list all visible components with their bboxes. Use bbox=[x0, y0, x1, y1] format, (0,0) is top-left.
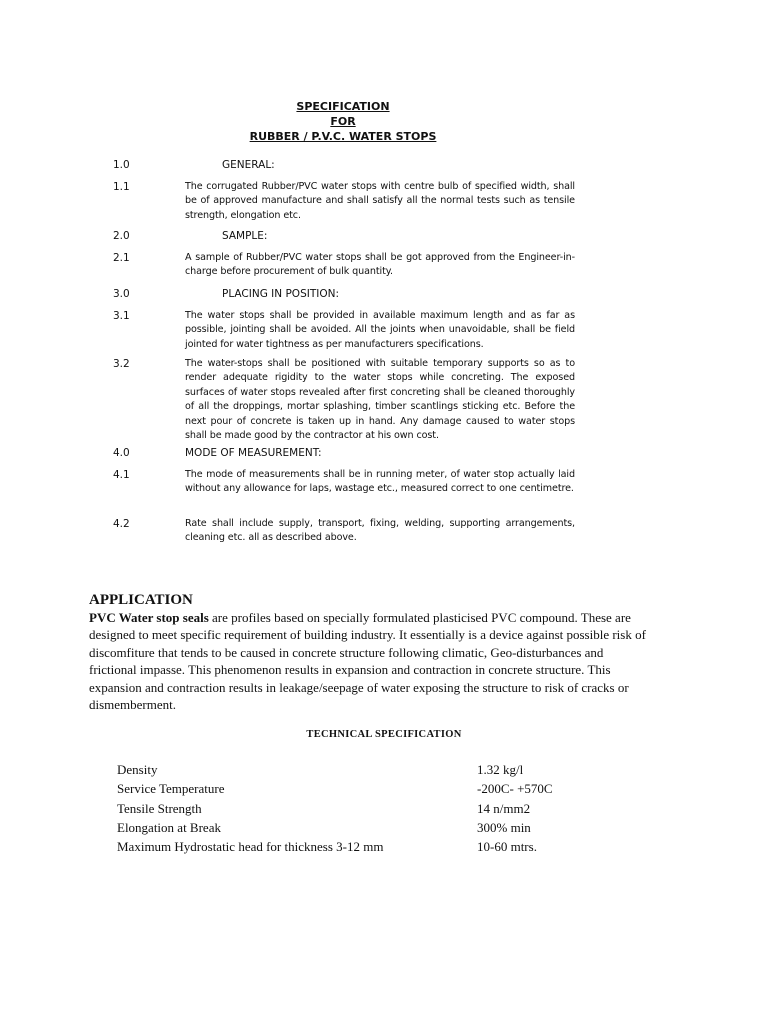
clause-text: The water-stops shall be positioned with suitable temporary supports so as to render adequate rigidity to the water stops while concreting. The exposed surfaces of water stops revealed after first concreting shall be cleaned thoroughly of all the droppings, mortar splashing, timber scantlings sticking etc. Before the next pour of concrete is taken up in hand. Any damage caused to water stops shall be made good by the contractor at his own cost. bbox=[185, 358, 575, 442]
spec-row bbox=[117, 781, 597, 800]
spec-title-line-3: RUBBER / P.V.C. WATER STOPS bbox=[249, 130, 437, 143]
clause-text: The water stops shall be provided in available maximum length and as far as possible, jointing shall be avoided. All the joints when unavoidable, shall be field jointed for water tightness as per manufacturers specifications. bbox=[185, 310, 575, 350]
application-heading: APPLICATION bbox=[89, 592, 193, 608]
application-paragraph bbox=[89, 609, 649, 713]
clause-text: The corrugated Rubber/PVC water stops with centre bulb of specified width, shall be of approved manufacture and shall satisfy all the normal tests such as tensile strength, elongation etc. bbox=[185, 181, 575, 221]
section-number: 1.0 bbox=[113, 159, 130, 171]
spec-property: Maximum Hydrostatic head for thickness 3-12 mm bbox=[117, 839, 384, 855]
clause-number: 1.1 bbox=[113, 181, 130, 193]
technical-spec-table bbox=[117, 762, 597, 858]
spec-title-line-1: SPECIFICATION bbox=[296, 100, 390, 113]
clause-number: 3.2 bbox=[113, 358, 130, 370]
section-number: 3.0 bbox=[113, 288, 130, 300]
section-number: 4.0 bbox=[113, 447, 130, 459]
spec-value: -200C- +570C bbox=[477, 781, 553, 797]
clause-text: The mode of measurements shall be in running meter, of water stop actually laid without any allowance for laps, wastage etc., measured correct to one centimetre. bbox=[185, 469, 575, 495]
clause-text: Rate shall include supply, transport, fixing, welding, supporting arrangements, cleaning etc. all as described above. bbox=[185, 518, 575, 544]
spec-row bbox=[117, 801, 597, 820]
spec-property: Elongation at Break bbox=[117, 819, 221, 835]
clause-number: 3.1 bbox=[113, 310, 130, 322]
section-heading: GENERAL: bbox=[222, 159, 275, 171]
spec-title-line-2: FOR bbox=[330, 115, 356, 128]
section-heading: SAMPLE: bbox=[222, 230, 268, 242]
application-body-text: are profiles based on specially formulated plasticised PVC compound. These are designed to meet specific requirement of building industry. It essentially is a device against possible risk of discomfiture that tends to be caused in concrete structure following climatic, Geo-disturbances and frictional impasse. This phenomenon results in expansion and contraction in concrete structure. This expansion and contraction results in leakage/seepage of water exposing the structure to risk of cracks or dismemberment. bbox=[89, 610, 646, 713]
section-number: 2.0 bbox=[113, 230, 130, 242]
spec-row bbox=[117, 762, 597, 781]
spec-value: 300% min bbox=[477, 819, 531, 835]
application-lead: PVC Water stop seals bbox=[89, 610, 209, 625]
technical-spec-heading: TECHNICAL SPECIFICATION bbox=[306, 729, 462, 740]
spec-property: Density bbox=[117, 762, 158, 777]
spec-property: Tensile Strength bbox=[117, 800, 202, 816]
clause-number: 4.1 bbox=[113, 469, 130, 481]
section-heading: PLACING IN POSITION: bbox=[222, 288, 339, 300]
spec-row bbox=[117, 839, 597, 858]
spec-row bbox=[117, 820, 597, 839]
section-heading: MODE OF MEASUREMENT: bbox=[185, 447, 322, 459]
clause-number: 2.1 bbox=[113, 252, 130, 264]
spec-value: 14 n/mm2 bbox=[477, 800, 531, 816]
spec-property: Service Temperature bbox=[117, 781, 225, 797]
spec-value: 1.32 kg/l bbox=[477, 762, 524, 777]
clause-number: 4.2 bbox=[113, 518, 130, 530]
clause-text: A sample of Rubber/PVC water stops shall be got approved from the Engineer-in-charge before procurement of bulk quantity. bbox=[185, 252, 575, 278]
spec-value: 10-60 mtrs. bbox=[477, 839, 537, 855]
